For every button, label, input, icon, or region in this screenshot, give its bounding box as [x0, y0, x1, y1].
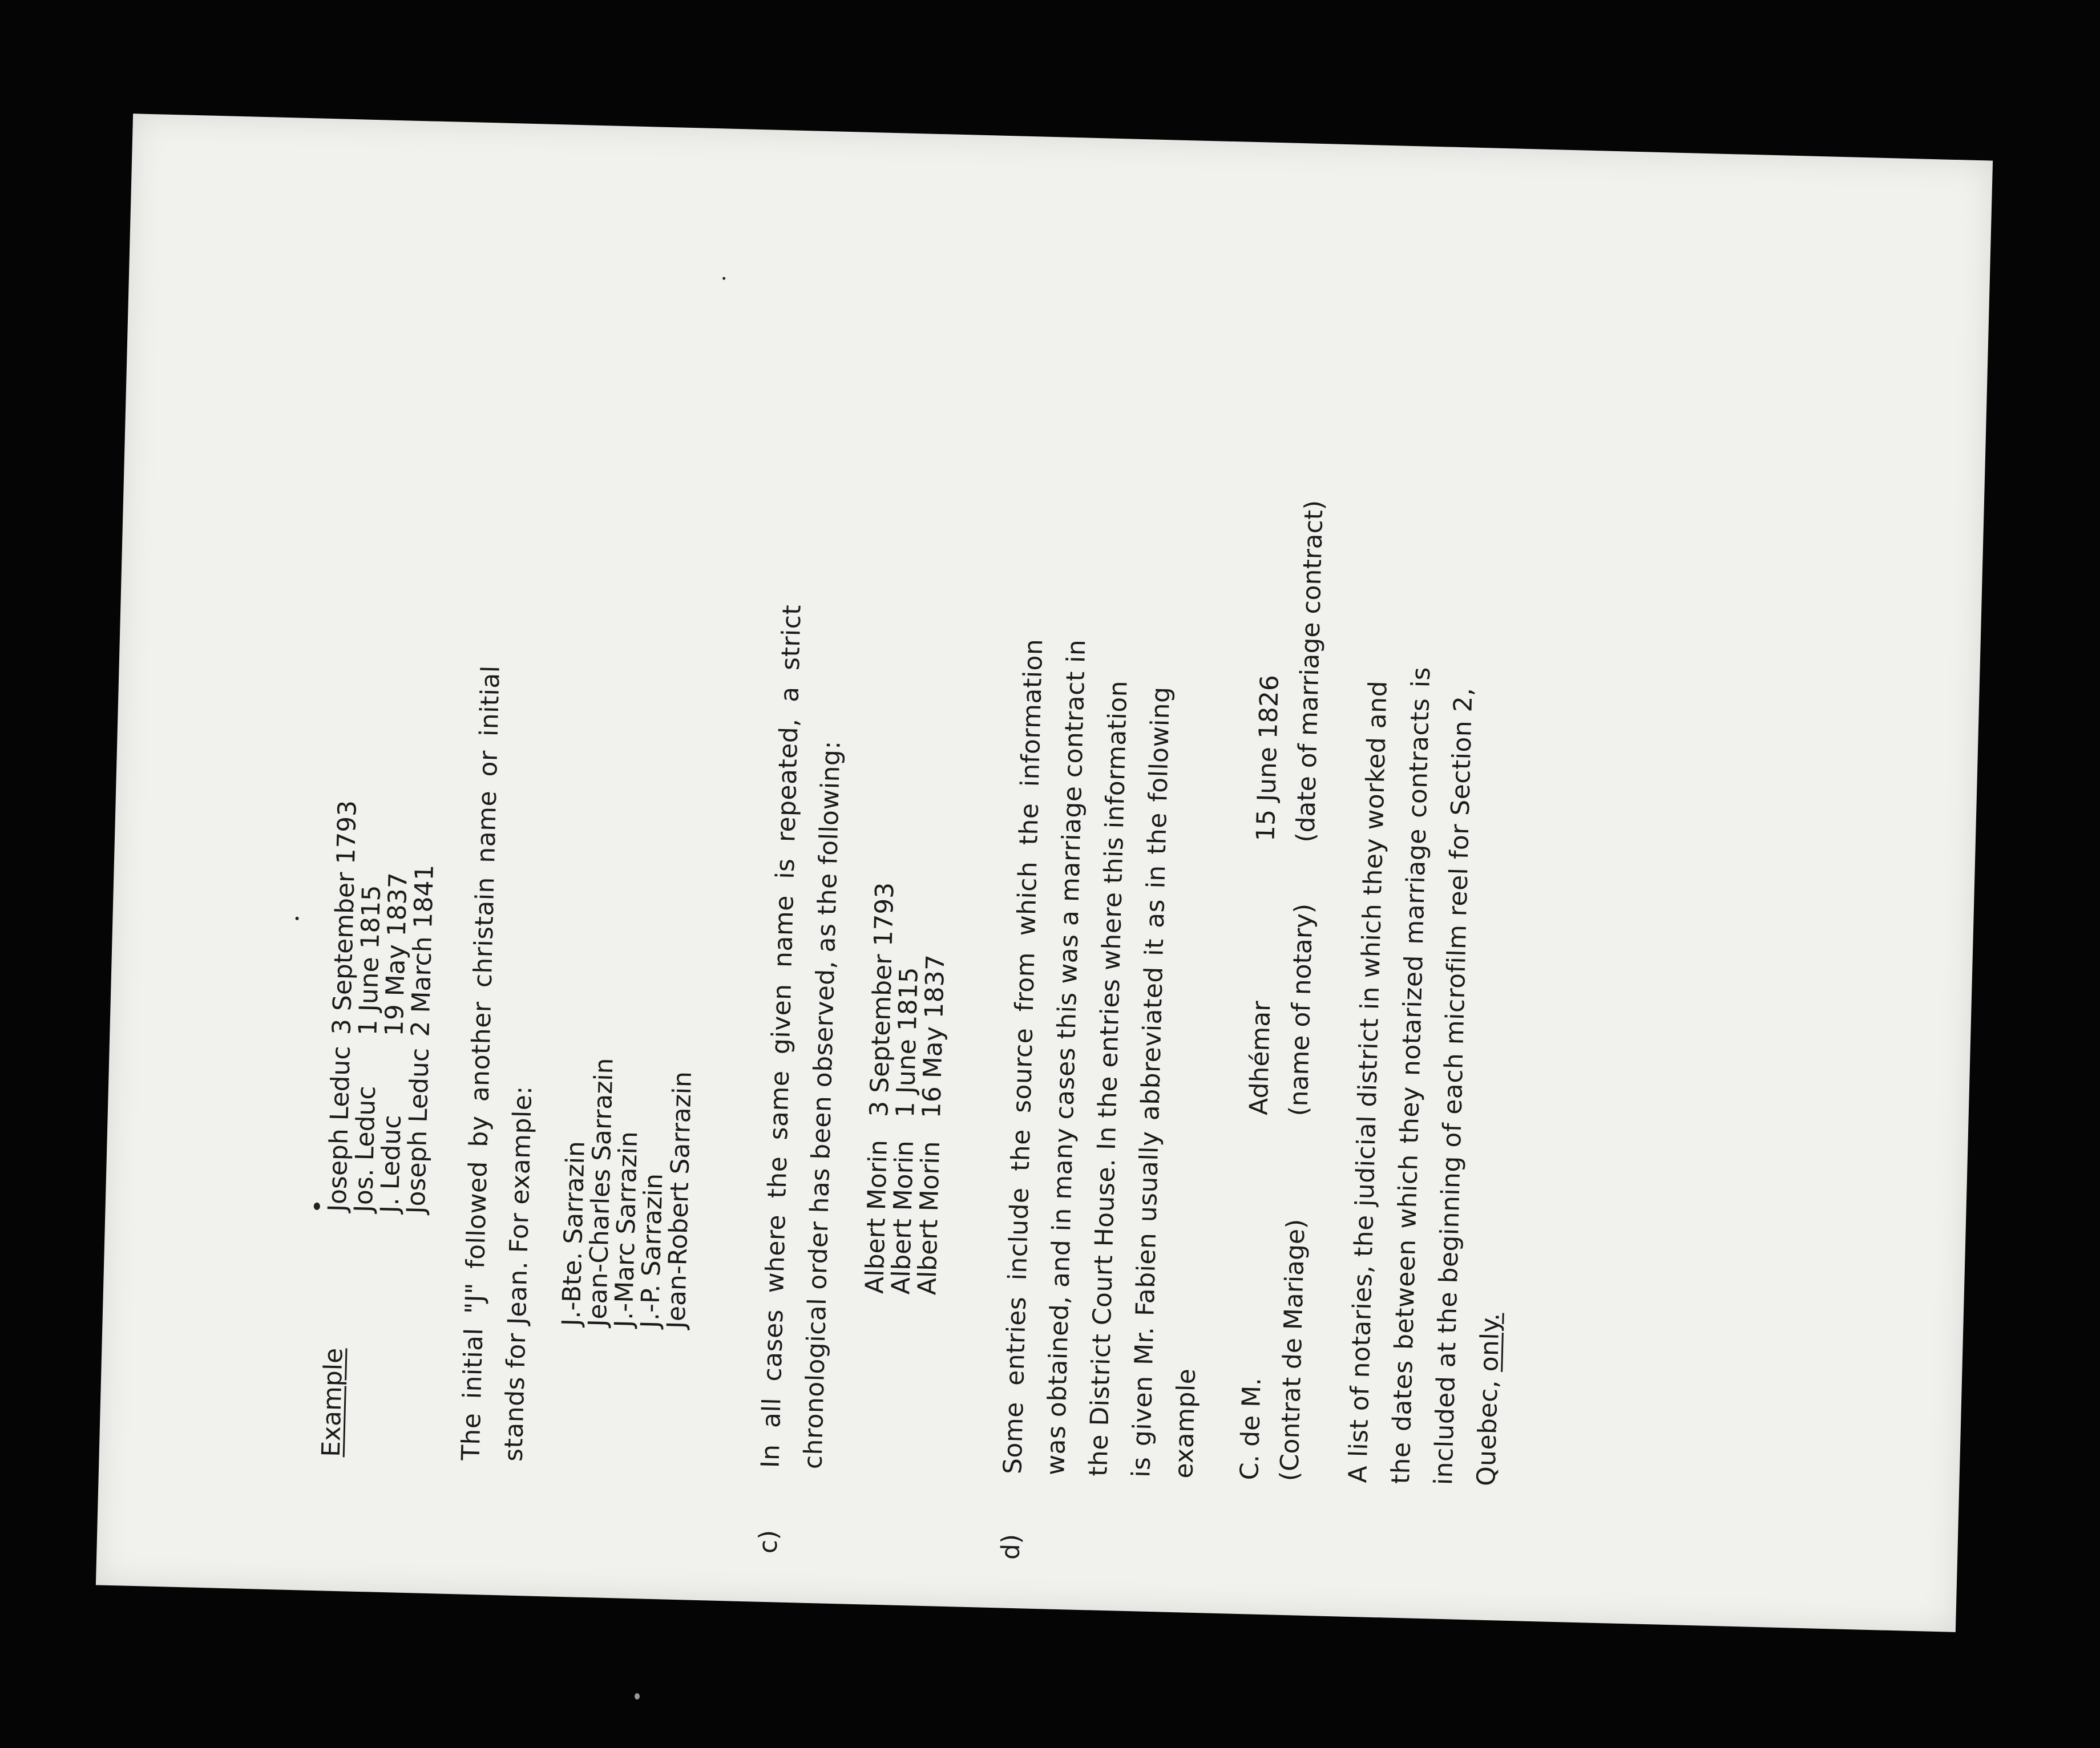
- row-date: 1 June 1815: [353, 884, 387, 1036]
- notary-name: Adhémar: [1244, 1000, 1277, 1116]
- row-date: 2 March 1841: [406, 864, 440, 1038]
- emphasis-only: only.: [1475, 1312, 1505, 1372]
- list-item: Jean-Charles Sarrazin: [583, 1057, 619, 1328]
- row-name: Joseph Leduc: [401, 1047, 435, 1214]
- list-item: J.-Marc Sarrazin: [609, 1131, 644, 1328]
- dust-speck: [722, 277, 725, 280]
- row-date: 3 September 1793: [327, 800, 362, 1035]
- notary-caption: (name of notary): [1284, 903, 1319, 1117]
- row-name: Joseph Leduc: [322, 1045, 356, 1212]
- paragraph-line: stands for Jean. For example:: [499, 1085, 538, 1462]
- paragraph-line: example: [1169, 1368, 1202, 1479]
- row-name: Albert Morin: [912, 1140, 946, 1296]
- row-date: 19 May 1837: [379, 872, 413, 1037]
- last-line-prefix: Quebec,: [1472, 1371, 1504, 1487]
- dust-speck: [314, 1203, 320, 1210]
- list-item: J.-P. Sarrazin: [635, 1173, 669, 1329]
- row-name: Albert Morin: [886, 1140, 920, 1295]
- paragraph-line-last: [1474, 1312, 1504, 1486]
- contract-date-caption: (date of marriage contract): [1291, 500, 1329, 843]
- paragraph-line: In all cases where the same given name is repeated, a strict: [756, 604, 807, 1468]
- paragraph-line: the District Court House. In the entries where this information: [1084, 680, 1133, 1477]
- document-page: [96, 114, 1993, 1632]
- section-c-marker: c): [753, 1530, 784, 1554]
- page-content: [316, 202, 1577, 1560]
- abbreviation: C. de M.: [1235, 1377, 1267, 1481]
- example-heading: Example: [316, 1348, 349, 1458]
- paragraph-line: chronological order has been observed, as the following:: [798, 740, 846, 1470]
- paragraph-line: The initial "J" followed by another christain name or initial: [456, 665, 506, 1461]
- row-date: 16 May 1837: [917, 954, 951, 1119]
- paragraph-line: is given Mr. Fabien usually abbreviated it as in the following: [1126, 686, 1176, 1478]
- abbreviation-meaning: (Contrat de Mariage): [1275, 1219, 1311, 1482]
- row-name: Albert Morin: [860, 1139, 894, 1294]
- dust-speck: [295, 917, 298, 920]
- paragraph-line: was obtained, and in many cases this was a marriage contract in: [1041, 639, 1092, 1476]
- list-item: Jean-Robert Sarrazin: [661, 1071, 697, 1329]
- row-date: 1 June 1815: [891, 966, 924, 1118]
- row-name: Jos. Leduc: [349, 1085, 382, 1213]
- paragraph-line: the dates between which they notarized marriage contracts is: [1386, 666, 1436, 1484]
- list-item: J.-Bte. Sarrazin: [556, 1140, 591, 1326]
- paragraph-line: Some entries include the source from which the information: [998, 638, 1049, 1475]
- row-name: J. Leduc: [375, 1114, 407, 1213]
- dust-speck: [635, 1693, 640, 1700]
- contract-date: 15 June 1826: [1251, 674, 1285, 842]
- leduc-table: [316, 202, 440, 1458]
- row-date: 3 September 1793: [865, 882, 900, 1118]
- paragraph-line: included at the beginning of each microfilm reel for Section 2,: [1429, 687, 1479, 1486]
- section-d-marker: d): [996, 1533, 1026, 1560]
- paragraph-line: A list of notaries, the judicial district in which they worked and: [1343, 680, 1393, 1483]
